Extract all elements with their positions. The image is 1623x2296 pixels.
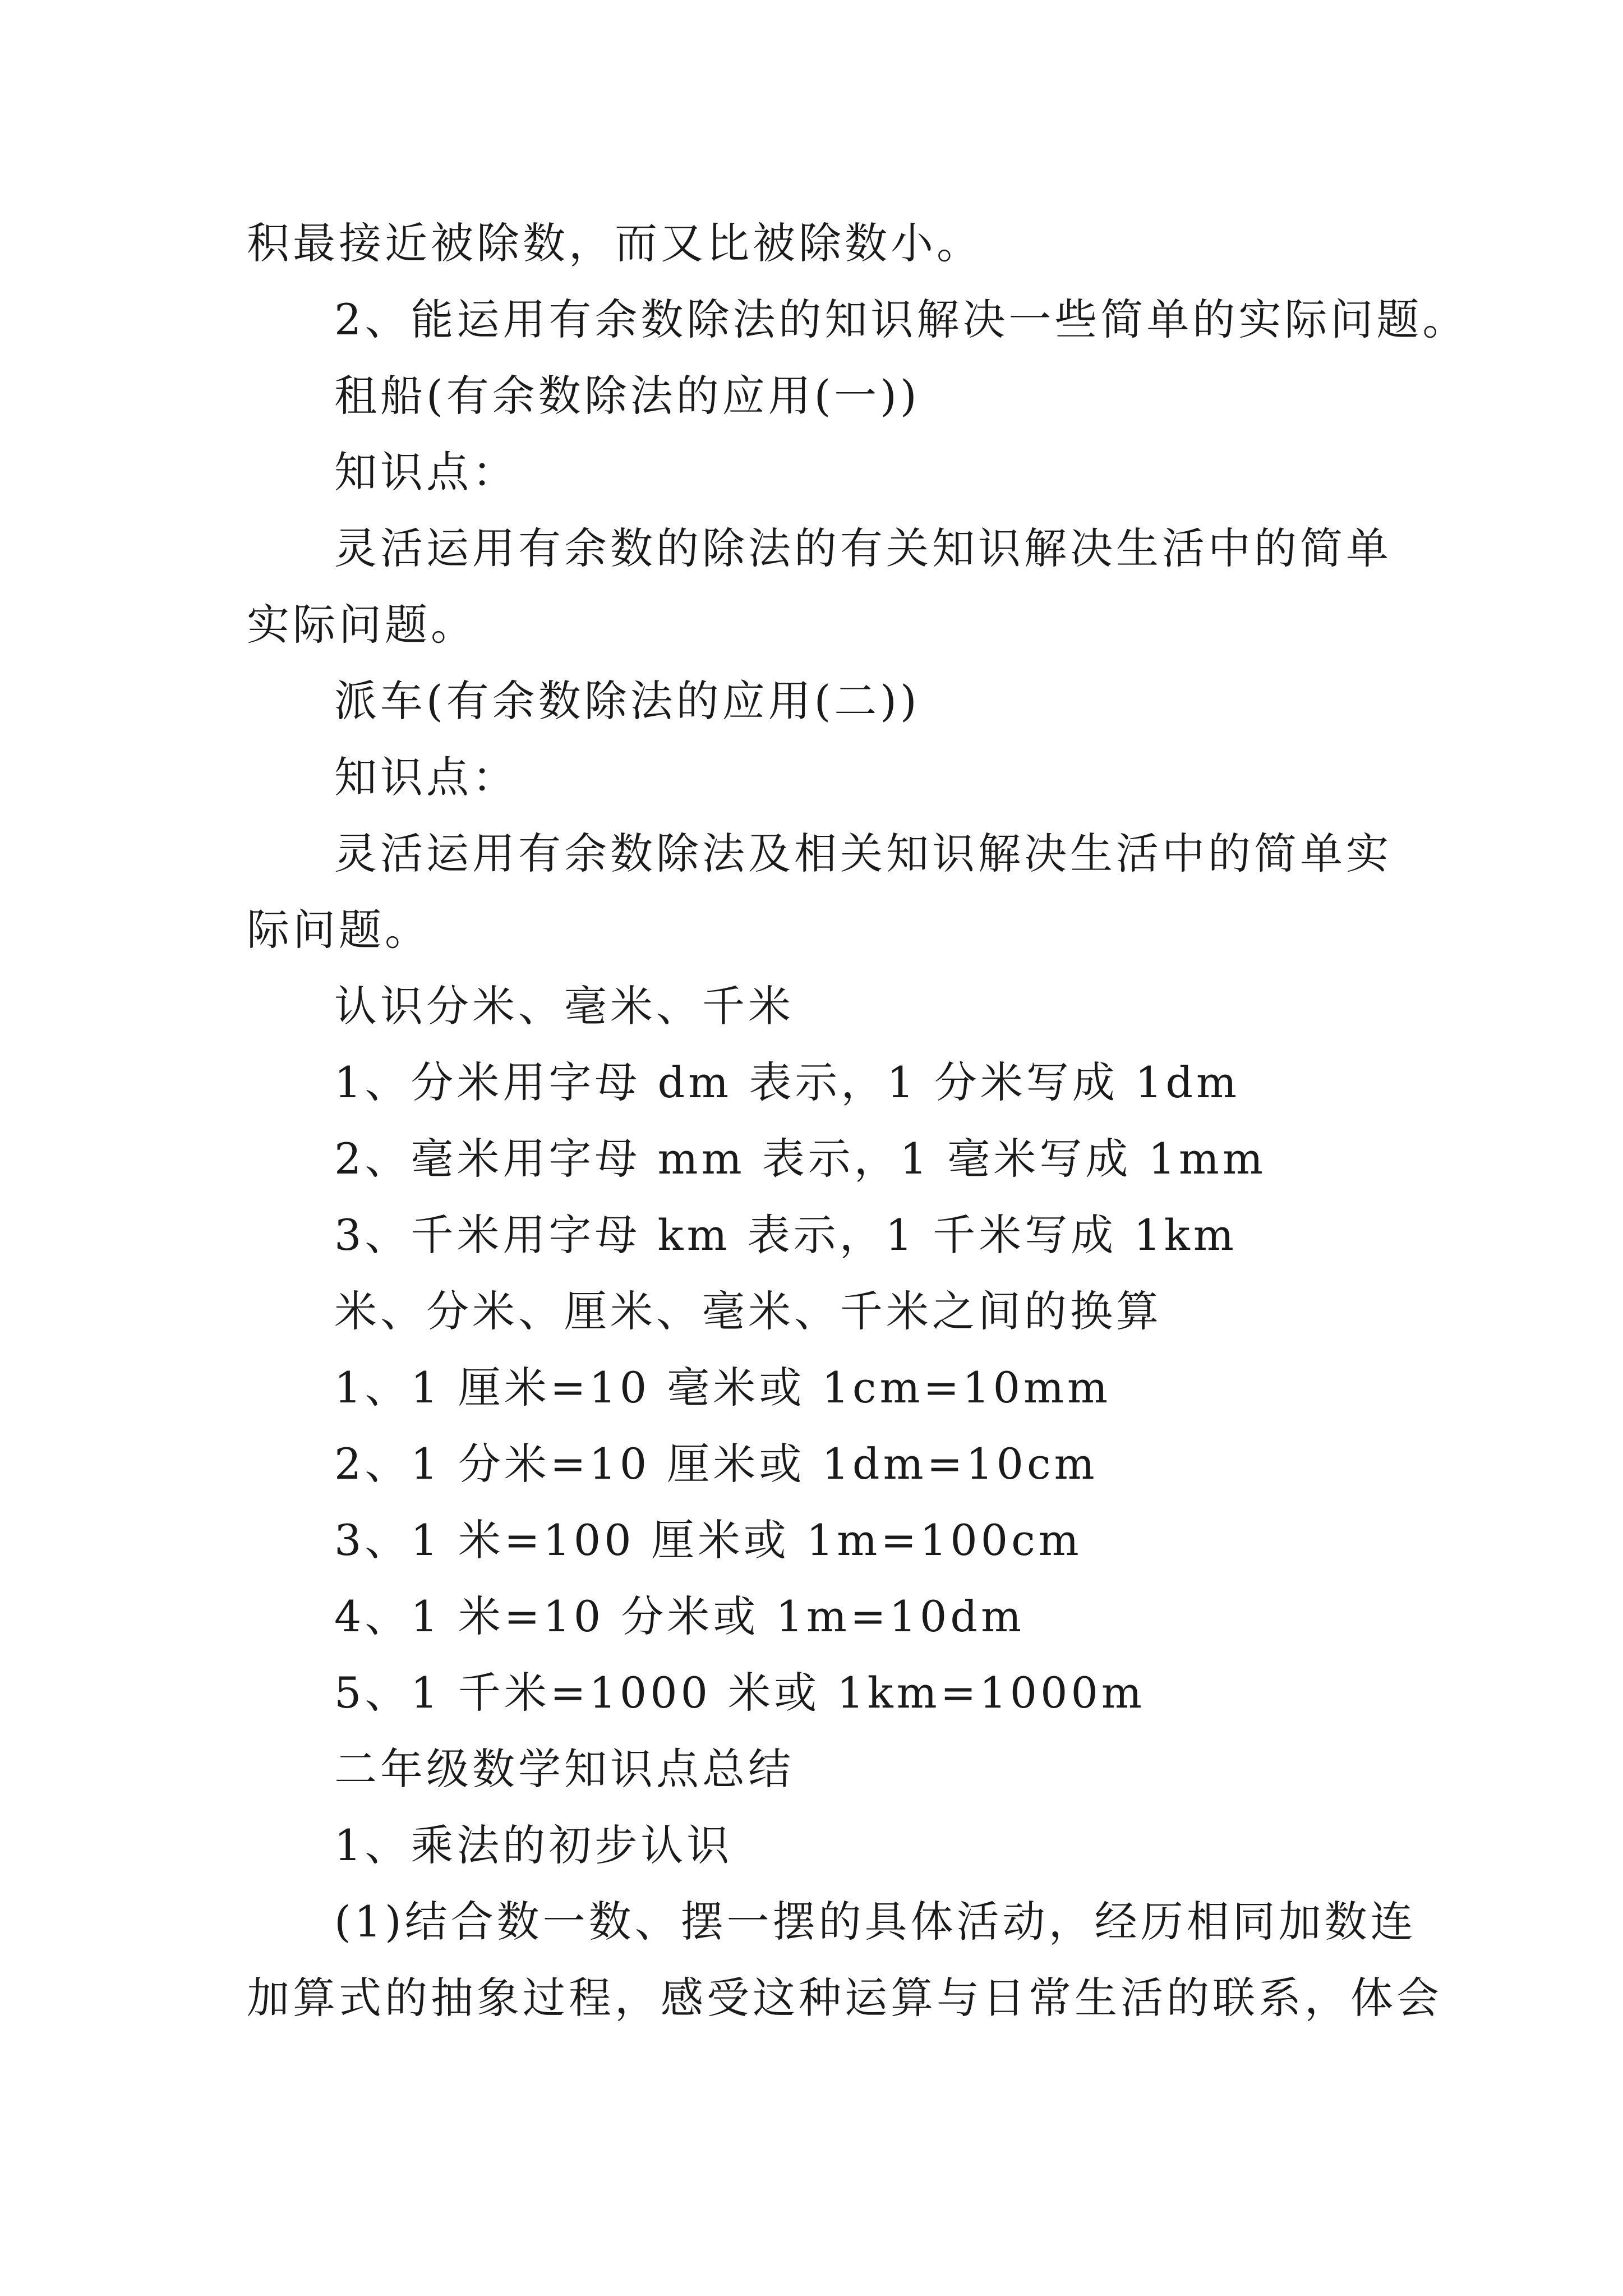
text-line-1: 积最接近被除数，而又比被除数小。 [247, 218, 983, 268]
text-line-13: 2、毫米用字母 mm 表示，1 毫米写成 1mm [334, 1134, 1266, 1184]
text-line-6: 实际问题。 [247, 600, 477, 650]
text-line-20: 5、1 千米=1000 米或 1km=1000m [334, 1668, 1145, 1718]
text-line-17: 2、1 分米=10 厘米或 1dm=10cm [334, 1439, 1098, 1489]
knowledge-point-label: 知识点： [334, 752, 518, 802]
section-heading-dispatch-car: 派车(有余数除法的应用(二)) [334, 676, 920, 726]
text-line-14: 3、千米用字母 km 表示，1 千米写成 1km [334, 1210, 1237, 1260]
knowledge-point-label: 知识点： [334, 447, 518, 497]
section-heading-summary: 二年级数学知识点总结 [334, 1744, 794, 1794]
text-line-2: 2、能运用有余数除法的知识解决一些简单的实际问题。 [334, 295, 1469, 344]
text-line-24: 加算式的抽象过程，感受这种运算与日常生活的联系，体会 [247, 1973, 1442, 2023]
text-line-22: 1、乘法的初步认识 [334, 1820, 733, 1870]
text-line-19: 4、1 米=10 分米或 1m=10dm [334, 1591, 1025, 1641]
text-line-12: 1、分米用字母 dm 表示，1 分米写成 1dm [334, 1057, 1241, 1107]
text-line-23: (1)结合数一数、摆一摆的具体活动，经历相同加数连 [334, 1897, 1417, 1947]
text-line-18: 3、1 米=100 厘米或 1m=100cm [334, 1515, 1082, 1565]
text-line-9: 灵活运用有余数除法及相关知识解决生活中的简单实 [334, 829, 1392, 878]
section-heading-rent-boat: 租船(有余数除法的应用(一)) [334, 371, 920, 421]
text-line-10: 际问题。 [247, 905, 431, 955]
text-line-16: 1、1 厘米=10 毫米或 1cm=10mm [334, 1363, 1112, 1412]
section-heading-conversion: 米、分米、厘米、毫米、千米之间的换算 [334, 1286, 1162, 1336]
section-heading-units: 认识分米、毫米、千米 [334, 981, 794, 1031]
text-line-5: 灵活运用有余数的除法的有关知识解决生活中的简单 [334, 523, 1392, 573]
